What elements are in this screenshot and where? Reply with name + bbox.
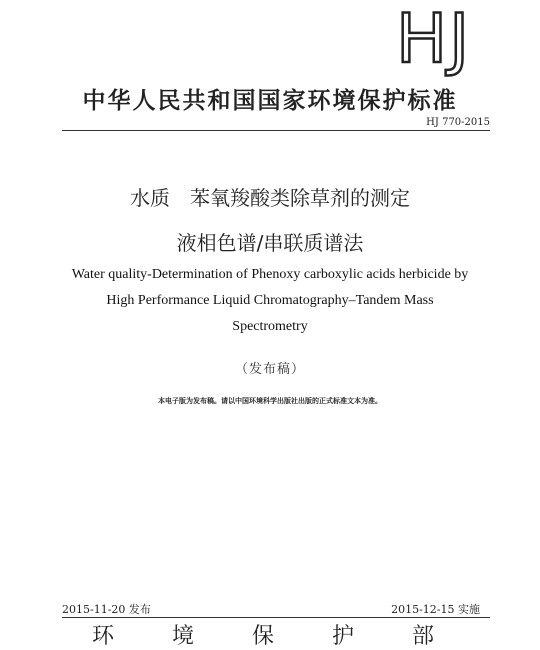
header-divider bbox=[62, 130, 490, 131]
issue-date: 2015-11-20 发布 bbox=[62, 603, 151, 616]
publisher-char: 护 bbox=[332, 624, 355, 649]
publisher-char: 保 bbox=[252, 624, 275, 649]
publisher-char: 部 bbox=[412, 624, 435, 649]
organization-name: 中华人民共和国国家环境保护标准 bbox=[82, 88, 458, 114]
standard-number: HJ 770-2015 bbox=[426, 117, 490, 128]
draft-label: （发布稿） bbox=[234, 362, 305, 377]
title-en-line-1: Water quality-Determination of Phenoxy carboxylic acids herbicide by bbox=[71, 267, 469, 282]
title-zh-line-1: 水质 苯氧羧酸类除草剂的测定 bbox=[130, 186, 410, 210]
footer-divider bbox=[62, 617, 490, 618]
publisher-char: 境 bbox=[172, 624, 195, 649]
title-en-line-3: Spectrometry bbox=[232, 319, 308, 334]
publisher-name bbox=[0, 624, 540, 649]
title-zh-line-2: 液相色谱/串联质谱法 bbox=[176, 231, 364, 255]
hj-logo: HJ bbox=[396, 0, 472, 79]
effective-date: 2015-12-15 实施 bbox=[391, 603, 480, 616]
publisher-char: 环 bbox=[92, 624, 115, 649]
edition-note: 本电子版为发布稿。请以中国环境科学出版社出版的正式标准文本为准。 bbox=[158, 397, 382, 405]
title-en-line-2: High Performance Liquid Chromatography–Tandem Mass bbox=[106, 293, 434, 308]
